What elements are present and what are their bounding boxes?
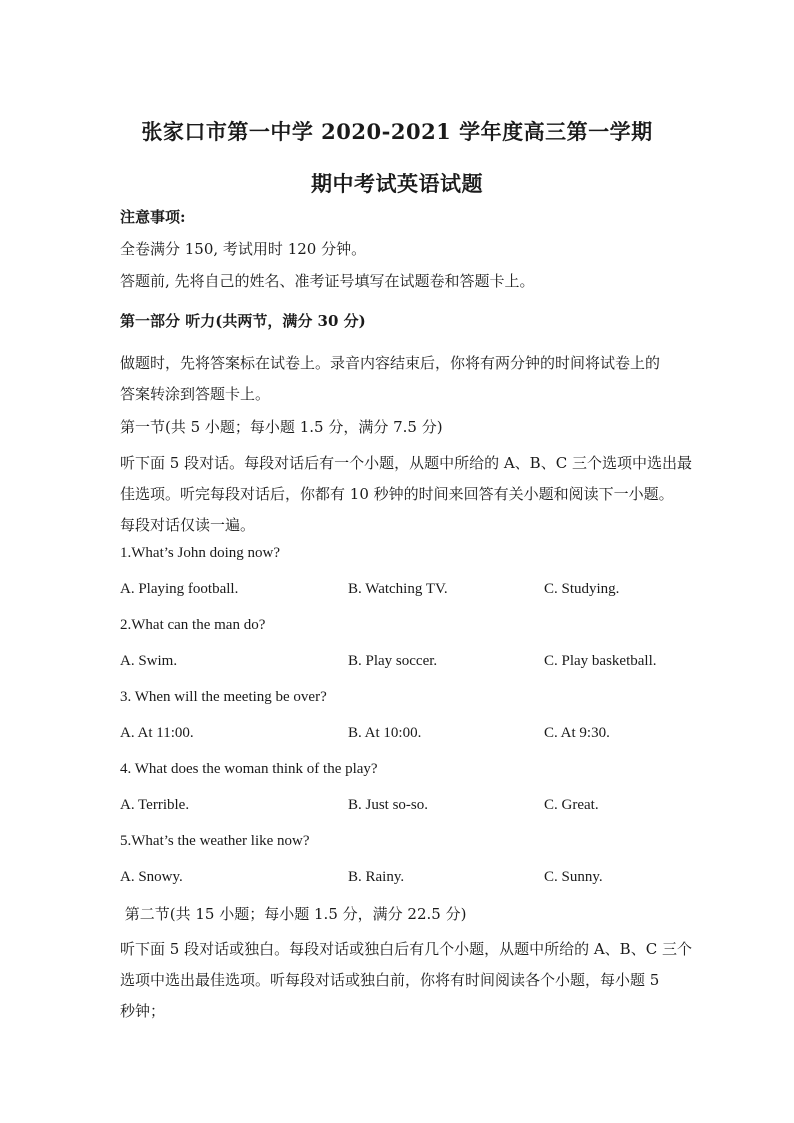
section1-instruction: 每段对话仅读一遍。 xyxy=(120,516,256,534)
question-stem: 5.What’s the weather like now? xyxy=(120,833,310,849)
section2-instruction: 听下面 5 段对话或独白。每段对话或独白后有几个小题，从题中所给的 A、B、C 三个 xyxy=(120,940,692,958)
option-c: C. Studying. xyxy=(544,581,620,597)
section1-instruction: 佳选项。听完每段对话后，你都有 10 秒钟的时间来回答有关小题和阅读下一小题。 xyxy=(120,485,674,503)
notice-heading: 注意事项: xyxy=(120,208,186,226)
option-c: C. Great. xyxy=(544,797,599,813)
option-a: A. Snowy. xyxy=(120,869,183,885)
option-b: B. Rainy. xyxy=(348,869,405,885)
option-a: A. Swim. xyxy=(120,653,178,669)
part1-heading: 第一部分 听力(共两节，满分 30 分) xyxy=(120,312,366,330)
section2-heading: 第二节(共 15 小题；每小题 1.5 分，满分 22.5 分) xyxy=(120,905,467,923)
option-c: C. At 9:30. xyxy=(544,725,610,741)
option-a: A. At 11:00. xyxy=(120,725,194,741)
section1-heading: 第一节(共 5 小题；每小题 1.5 分，满分 7.5 分) xyxy=(120,418,443,436)
section1-instruction: 听下面 5 段对话。每段对话后有一个小题，从题中所给的 A、B、C 三个选项中选出最 xyxy=(120,454,692,472)
option-a: A. Terrible. xyxy=(120,797,190,813)
exam-title-line2: 期中考试英语试题 xyxy=(311,171,483,196)
exam-title-line1: 张家口市第一中学 2020-2021 学年度高三第一学期 xyxy=(141,119,653,144)
option-c: C. Play basketball. xyxy=(544,653,657,669)
question-stem: 3. When will the meeting be over? xyxy=(120,689,327,705)
part1-instruction: 做题时，先将答案标在试卷上。录音内容结束后，你将有两分钟的时间将试卷上的 xyxy=(120,354,661,372)
notice-line: 答题前, 先将自己的姓名、准考证号填写在试题卷和答题卡上。 xyxy=(120,272,535,290)
part1-instruction: 答案转涂到答题卡上。 xyxy=(120,385,271,403)
option-b: B. Play soccer. xyxy=(348,653,438,669)
option-b: B. Just so-so. xyxy=(348,797,429,813)
option-b: B. At 10:00. xyxy=(348,725,422,741)
option-b: B. Watching TV. xyxy=(348,581,448,597)
section2-instruction: 选项中选出最佳选项。听每段对话或独白前，你将有时间阅读各个小题，每小题 5 xyxy=(120,971,660,989)
question-stem: 2.What can the man do? xyxy=(120,617,266,633)
question-stem: 4. What does the woman think of the play? xyxy=(120,761,378,777)
notice-line: 全卷满分 150, 考试用时 120 分钟。 xyxy=(120,240,367,258)
section2-instruction: 秒钟； xyxy=(120,1002,166,1020)
option-c: C. Sunny. xyxy=(544,869,603,885)
question-stem: 1.What’s John doing now? xyxy=(120,545,280,561)
option-a: A. Playing football. xyxy=(120,581,239,597)
